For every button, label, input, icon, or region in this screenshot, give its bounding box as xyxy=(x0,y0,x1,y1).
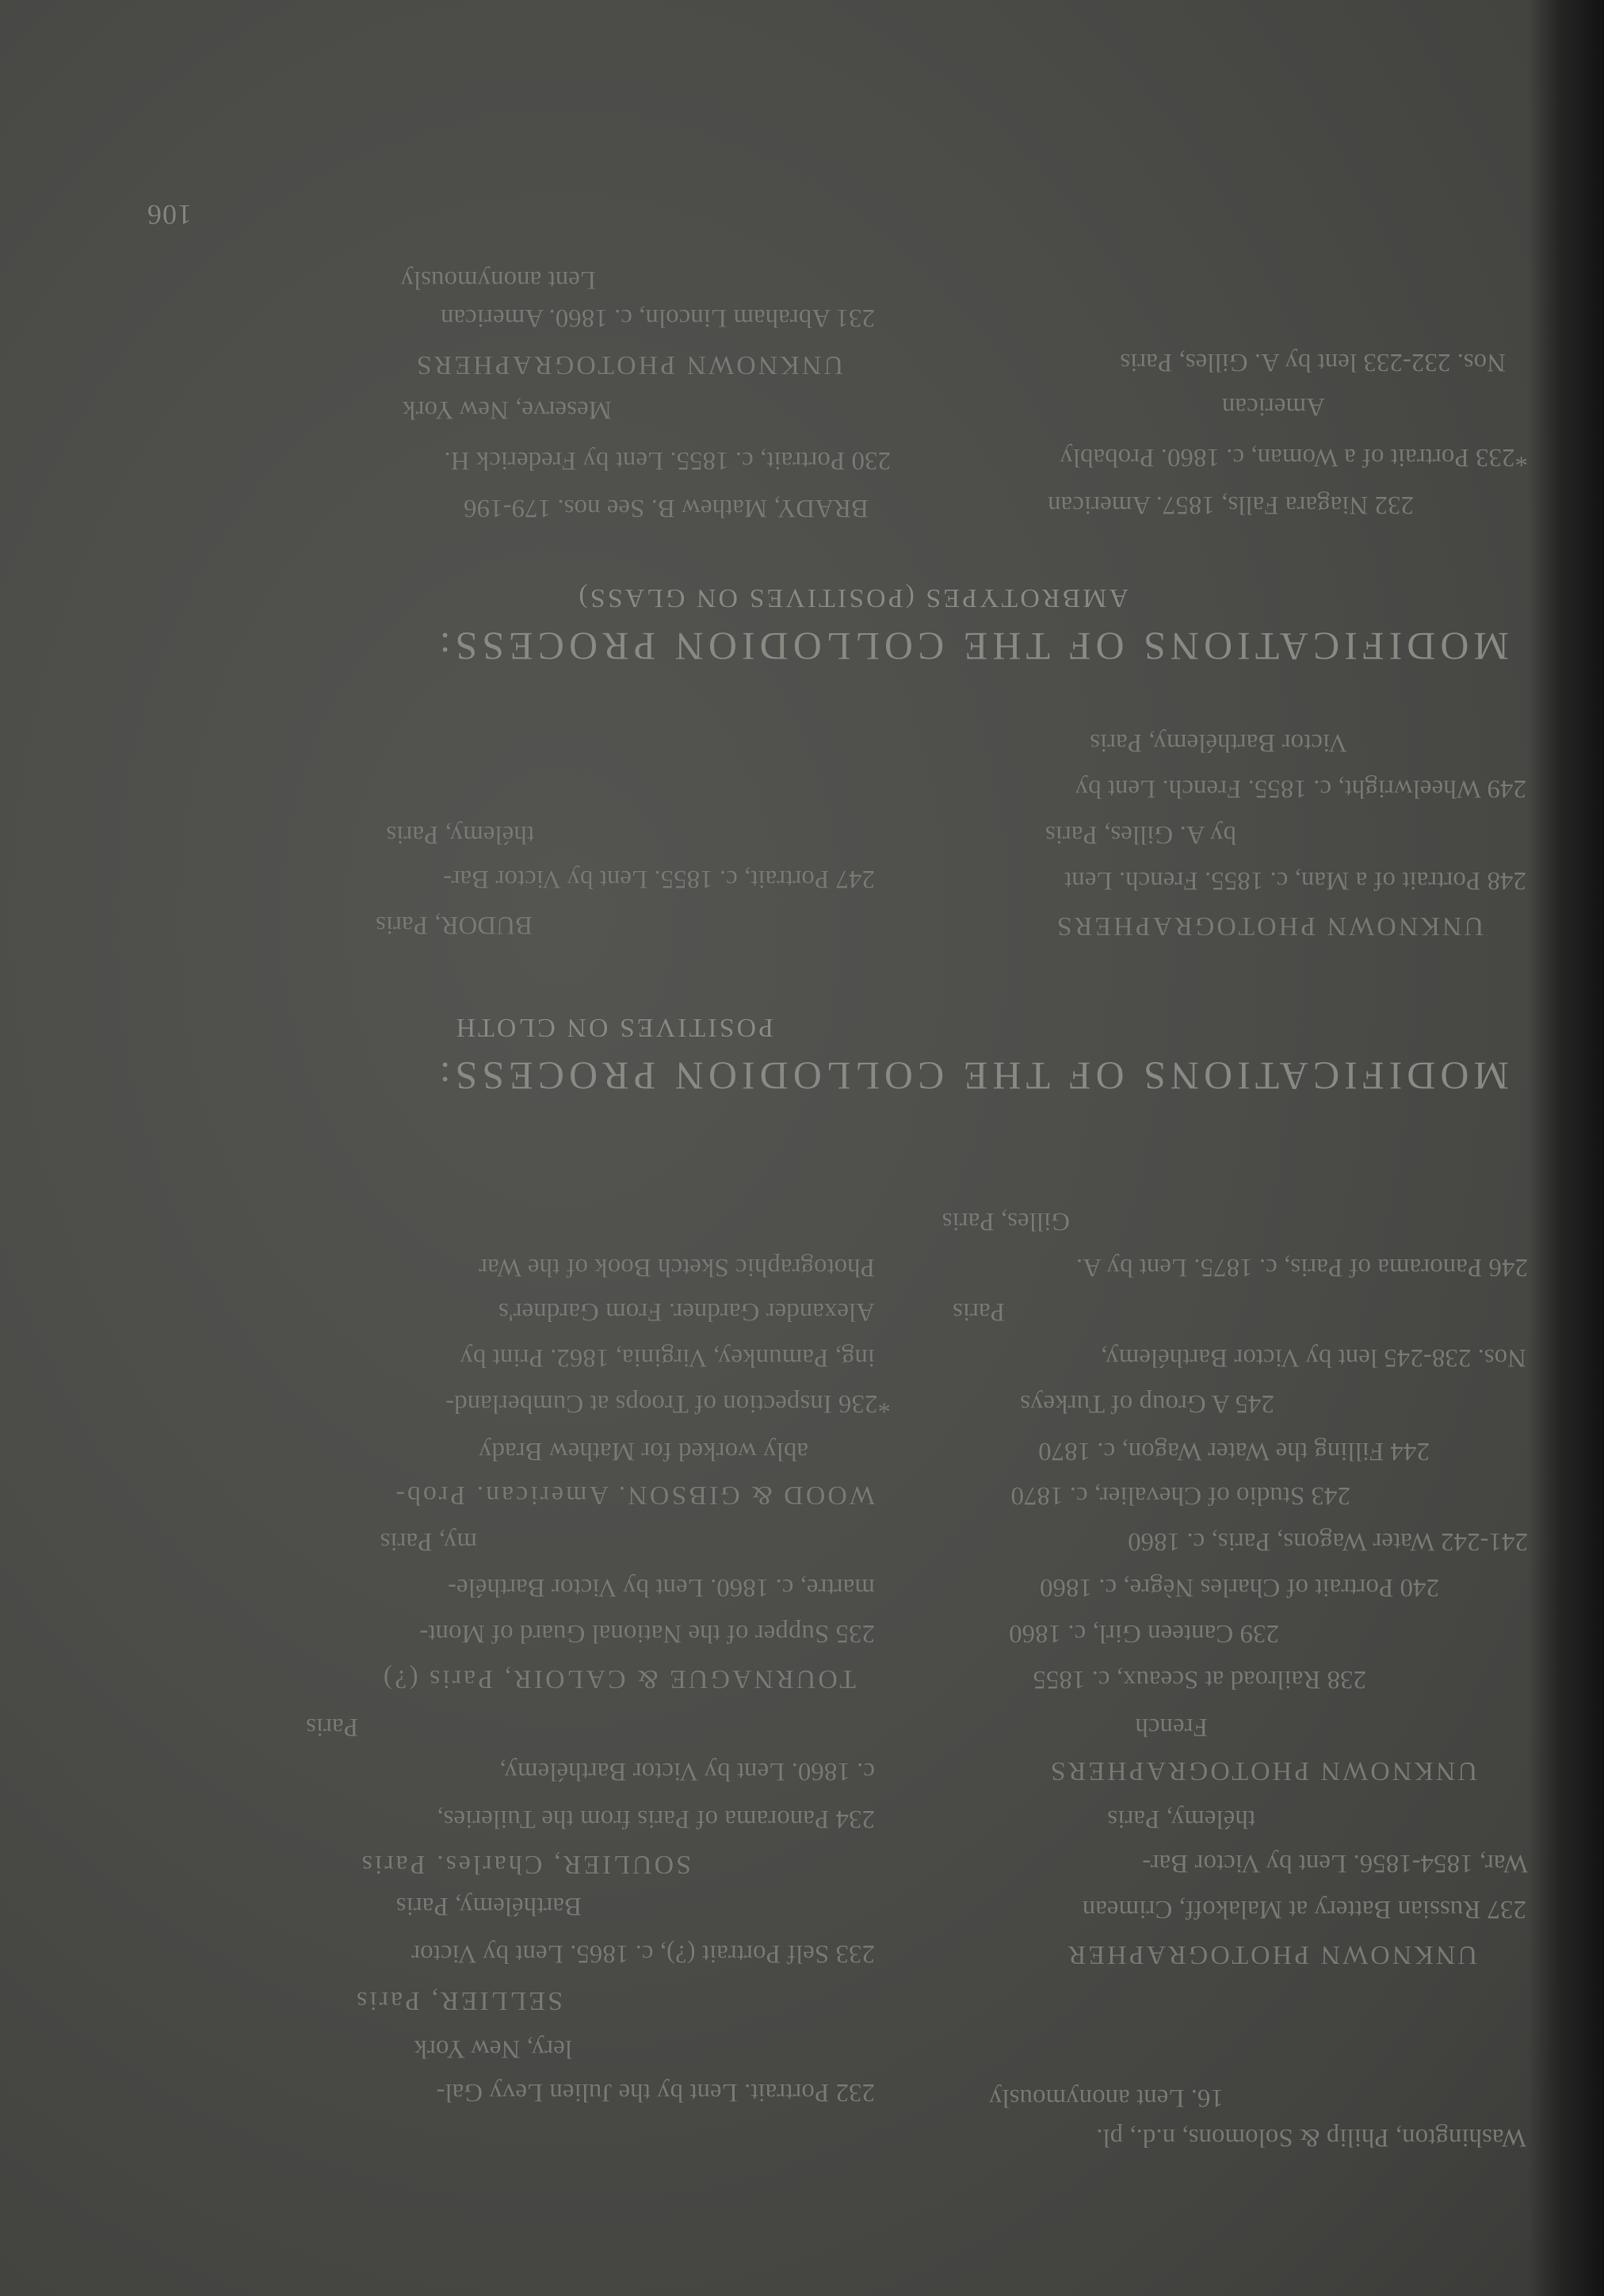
list-item: 237 Russian Battery at Malakoff, Crimean xyxy=(1082,1895,1526,1924)
list-item: 16. Lent anonymously xyxy=(988,2084,1224,2112)
list-item: American xyxy=(1221,392,1325,421)
list-item: Washington, Philip & Solomons, n.d., pl. xyxy=(1096,2123,1526,2152)
section-subheading-ambrotypes: AMBROTYPES (POSITIVES ON GLASS) xyxy=(576,583,1129,613)
list-item: 234 Panorama of Paris from the Tuileries, xyxy=(437,1805,875,1833)
section-subheading-positives-cloth: POSITIVES ON CLOTH xyxy=(453,1013,773,1042)
list-item: SELLIER, Paris xyxy=(354,1986,563,2015)
list-item: 246 Panorama of Paris, c. 1875. Lent by A. xyxy=(1075,1253,1528,1282)
list-item: War, 1854-1856. Lent by Victor Bar- xyxy=(1142,1849,1528,1878)
list-item: UNKNOWN PHOTOGRAPHER xyxy=(1065,1940,1477,1969)
list-item: thélemy, Paris xyxy=(386,820,534,849)
list-item: 241-242 Water Wagons, Paris, c. 1860 xyxy=(1128,1527,1528,1556)
list-item: ably worked for Mathew Brady xyxy=(478,1437,808,1465)
list-item: 231 Abraham Lincoln, c. 1860. American xyxy=(440,304,875,332)
list-item: 248 Portrait of a Man, c. 1855. French. Lent xyxy=(1064,866,1526,895)
list-item: 232 Portrait. Lent by the Julien Levy Gal- xyxy=(436,2078,875,2107)
list-item: *236 Inspection of Troops at Cumberland- xyxy=(445,1389,891,1418)
list-item: *233 Portrait of a Woman, c. 1860. Probably xyxy=(1060,443,1528,472)
list-item: TOURNAGUE & CALOIR, Paris (?) xyxy=(380,1664,856,1694)
list-item: UNKNOWN PHOTOGRAPHERS xyxy=(414,350,843,380)
list-item: 240 Portrait of Charles Nègre, c. 1860 xyxy=(1039,1573,1439,1602)
list-item: Barthélemy, Paris xyxy=(395,1892,582,1920)
list-item: 230 Portrait, c. 1855. Lent by Frederick H. xyxy=(444,446,891,475)
list-item: Gilles, Paris xyxy=(941,1207,1070,1236)
list-item: martre, c. 1860. Lent by Victor Barthéle- xyxy=(448,1573,875,1602)
list-item: 233 Self Portrait (?), c. 1865. Lent by Victor xyxy=(411,1939,875,1968)
list-item: 239 Canteen Girl, c. 1860 xyxy=(1009,1619,1279,1648)
section-heading-ambrotypes: MODIFICATIONS OF THE COLLODION PROCESS: xyxy=(434,625,1509,669)
list-item: by A. Gilles, Paris xyxy=(1045,820,1236,849)
list-item: Victor Barthélemy, Paris xyxy=(1090,728,1347,757)
list-item: 235 Supper of the National Guard of Mont- xyxy=(419,1619,875,1648)
list-item: c. 1860. Lent by Victor Barthélemy, xyxy=(499,1757,875,1786)
list-item: SOULIER, Charles. Paris xyxy=(359,1850,691,1879)
list-item: lery, New York xyxy=(414,2034,572,2063)
list-item: 243 Studio of Chevalier, c. 1870 xyxy=(1010,1481,1350,1510)
section-heading-positives-cloth: MODIFICATIONS OF THE COLLODION PROCESS: xyxy=(434,1054,1509,1098)
list-item: Meserve, New York xyxy=(403,395,612,424)
list-item: WOOD & GIBSON. American. Prob- xyxy=(393,1480,875,1510)
list-item: ing, Pamunkey, Virginia, 1862. Print by xyxy=(460,1343,875,1372)
list-item: UNKNOWN PHOTOGRAPHERS xyxy=(1054,911,1484,941)
page-number: 106 xyxy=(147,199,192,231)
list-item: Paris xyxy=(953,1297,1005,1326)
list-item: Paris xyxy=(306,1713,358,1741)
list-item: UNKNOWN PHOTOGRAPHERS xyxy=(1048,1756,1477,1786)
list-item: 244 Filling the Water Wagon, c. 1870 xyxy=(1038,1437,1430,1465)
list-item: Nos. 238-245 lent by Victor Barthélemy, xyxy=(1101,1343,1526,1372)
list-item: 249 Wheelwright, c. 1855. French. Lent by xyxy=(1075,774,1526,803)
list-item: French xyxy=(1135,1713,1208,1741)
list-item: Photographic Sketch Book of the War xyxy=(479,1253,875,1282)
list-item: Lent anonymously xyxy=(400,266,596,294)
list-item: Nos. 232-233 lent by A. Gilles, Paris xyxy=(1120,348,1506,376)
list-item: 245 A Group of Turkeys xyxy=(1020,1389,1274,1418)
list-item: thélemy, Paris xyxy=(1107,1805,1255,1833)
list-item: BUDOR, Paris xyxy=(375,911,533,939)
list-item: Alexander Gardner. From Gardner's xyxy=(498,1297,875,1326)
list-item: 238 Railroad at Sceaux, c. 1855 xyxy=(1033,1665,1366,1694)
list-item: 247 Portrait, c. 1855. Lent by Victor Bar- xyxy=(443,865,875,893)
list-item: BRADY, Mathew B. See nos. 179-196 xyxy=(464,494,869,522)
list-item: 232 Niagara Falls, 1857. American xyxy=(1048,491,1414,519)
list-item: my, Paris xyxy=(380,1527,477,1556)
binding-gutter xyxy=(1528,0,1604,2296)
